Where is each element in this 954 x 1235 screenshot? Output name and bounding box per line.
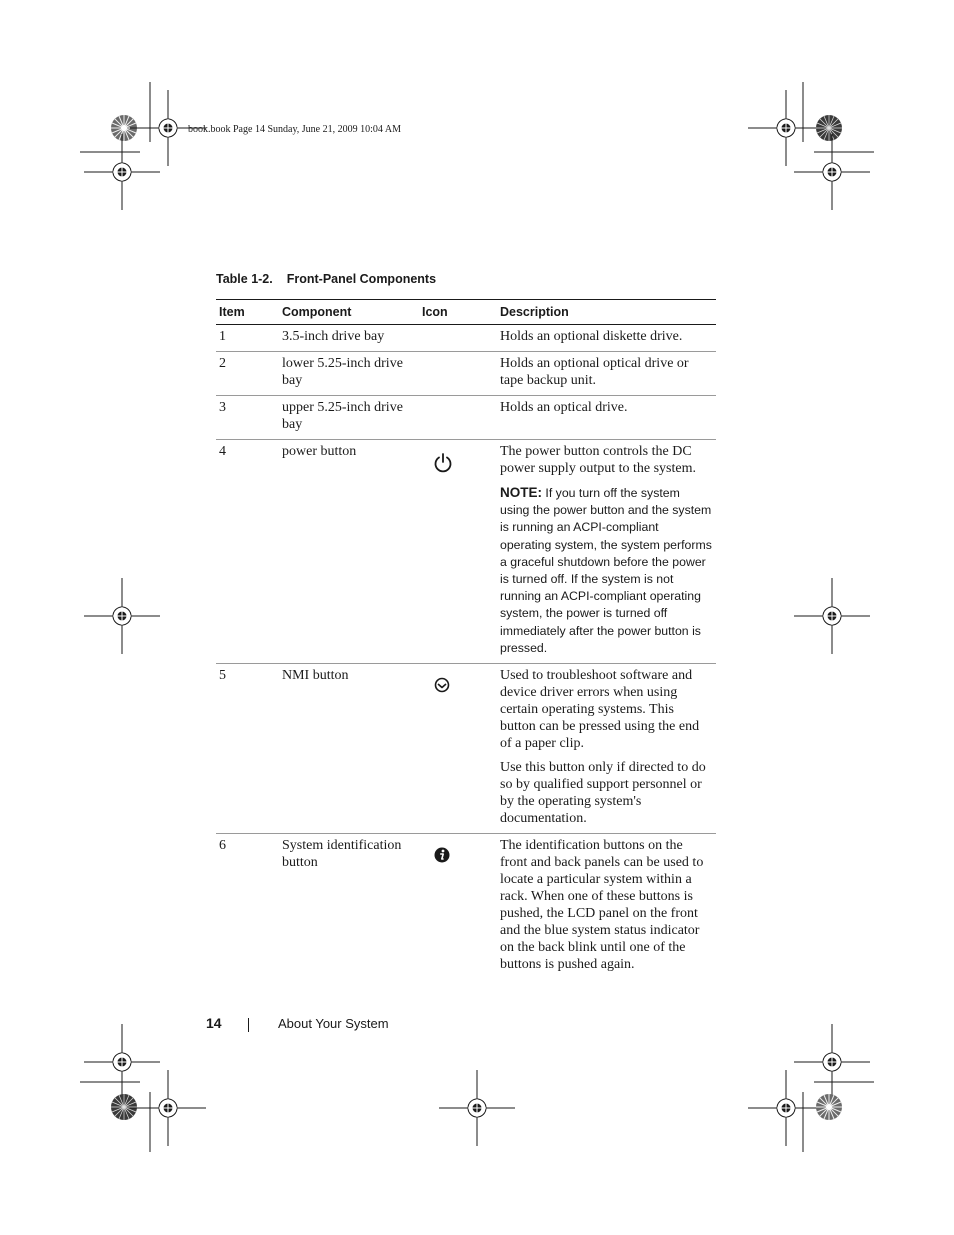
description-text: Holds an optional diskette drive. [500,329,683,344]
column-header-icon: Icon [419,300,497,325]
icon-cell [419,396,497,440]
component-cell: lower 5.25-inch drive bay [279,352,419,396]
component-cell: power button [279,440,419,664]
note-text: If you turn off the system using the power button and the system is running an ACPI-compliant operating system, the system performs a graceful shutdown before the power is turned off. If the system is not running an ACPI-compliant operating system, the power is turned off immediately after the power button is pressed. [500,486,712,655]
table-header-row [216,300,716,325]
icon-cell [419,352,497,396]
footer-separator [248,1018,249,1032]
item-cell: 1 [216,325,279,352]
nmi-icon [433,676,451,694]
description-text: The identification buttons on the front and back panels can be used to locate a particular system within a rack. When one of these buttons is pushed, the LCD panel on the front and the blue system status indicator on the back blink until one of the buttons is pushed again. [500,838,704,973]
note-label: NOTE: [500,485,542,500]
item-cell: 5 [216,664,279,834]
table-row [216,352,716,396]
component-cell: upper 5.25-inch drive bay [279,396,419,440]
table-row [216,325,716,352]
description-cell [497,325,716,352]
info-icon [433,846,451,864]
page-number: 14 [206,1015,222,1031]
table-number: Table 1-2. [216,272,273,286]
power-icon [433,452,453,474]
description-text-secondary: Use this button only if directed to do so by qualified support personnel or by the operating system's documentation. [500,760,706,827]
item-cell: 2 [216,352,279,396]
description-text: Used to troubleshoot software and device driver errors when using certain operating systems. This button can be pressed using the end of a paper clip. [500,668,700,752]
table-caption [216,272,436,286]
column-header-item: Item [216,300,279,325]
description-cell [497,834,716,980]
table-row [216,834,716,980]
print-slug: book.book Page 14 Sunday, June 21, 2009 10:04 AM [188,124,401,135]
footer-section-title: About Your System [278,1016,389,1031]
icon-cell [419,664,497,834]
table-row [216,396,716,440]
icon-cell [419,440,497,664]
description-text: Holds an optical drive. [500,400,628,415]
component-cell: NMI button [279,664,419,834]
icon-cell [419,325,497,352]
description-text: Holds an optional optical drive or tape backup unit. [500,356,689,388]
front-panel-components-table [216,299,716,979]
item-cell: 3 [216,396,279,440]
icon-cell [419,834,497,980]
item-cell: 4 [216,440,279,664]
note [500,484,712,657]
table-title: Front-Panel Components [286,272,437,286]
component-cell: System identification button [282,838,402,871]
column-header-component: Component [279,300,419,325]
table-row [216,440,716,664]
table-row [216,664,716,834]
description-cell [497,352,716,396]
column-header-description: Description [497,300,716,325]
component-cell: 3.5-inch drive bay [279,325,419,352]
item-cell: 6 [219,838,226,854]
description-text: The power button controls the DC power supply output to the system. [500,444,696,476]
description-cell [497,396,716,440]
description-cell [497,664,716,834]
description-cell [497,440,716,664]
